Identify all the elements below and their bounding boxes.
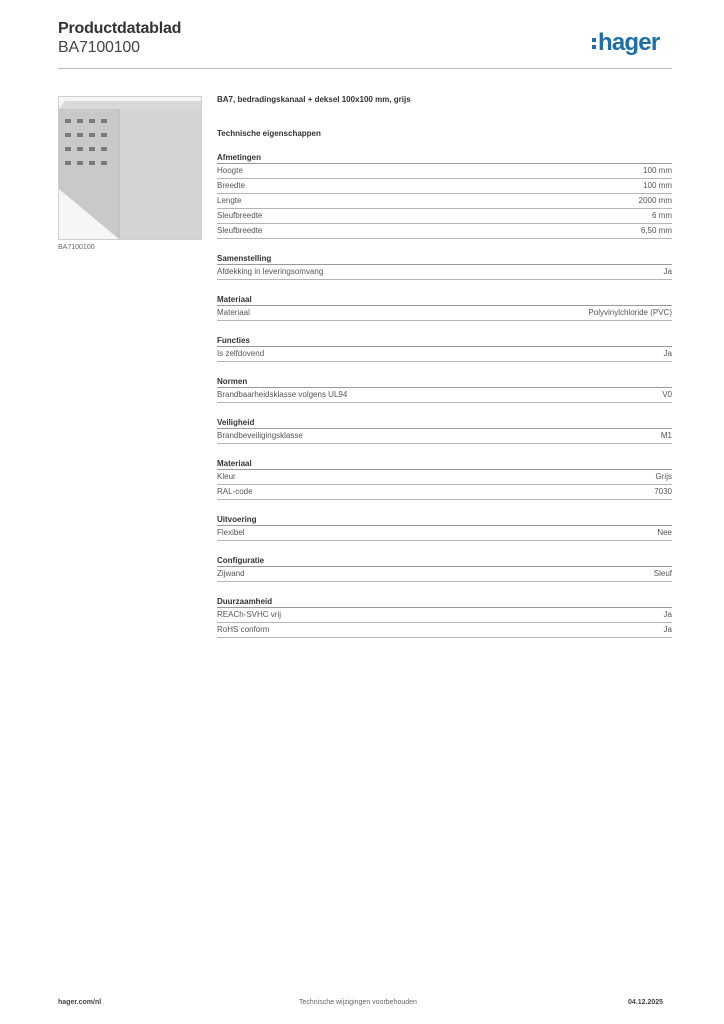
spec-value: Ja [663,610,672,619]
spec-row [217,224,672,239]
spec-value: 6,50 mm [640,226,672,235]
spec-row [217,608,672,623]
spec-sheet [217,95,672,652]
spec-key: Sleufbreedte [217,226,263,235]
spec-value: Ja [663,625,672,634]
spec-row [217,485,672,500]
spec-section [217,555,672,582]
section-title: Uitvoering [217,514,672,526]
spec-value: 100 mm [643,166,672,175]
spec-value: Grijs [655,472,672,481]
spec-section [217,152,672,239]
spec-key: Sleufbreedte [217,211,263,220]
spec-row [217,526,672,541]
spec-value: Sleuf [653,569,672,578]
cable-duct-image [59,97,201,239]
spec-key: Kleur [217,472,236,481]
spec-row [217,623,672,638]
spec-row [217,347,672,362]
spec-value: 7030 [654,487,672,496]
spec-key: Is zelfdovend [217,349,265,358]
footer-website: hager.com/nl [58,999,102,1006]
product-image [58,96,202,240]
section-title: Afmetingen [217,152,672,164]
section-title: Samenstelling [217,253,672,265]
section-title: Veiligheid [217,417,672,429]
spec-key: RAL-code [217,487,253,496]
footer-disclaimer: Technische wijzigingen voorbehouden [299,999,417,1006]
spec-row [217,265,672,280]
spec-key: Flexibel [217,528,245,537]
spec-value: Nee [657,528,672,537]
spec-section [217,514,672,541]
logo-text: hager [598,29,660,56]
spec-section [217,458,672,500]
spec-key: REACh-SVHC vrij [217,610,282,619]
section-title: Functies [217,335,672,347]
spec-sections [217,152,672,638]
tech-heading: Technische eigenschappen [217,129,321,138]
product-code: BA7100100 [58,39,140,56]
spec-section [217,253,672,280]
page-title: Productdatablad [58,20,182,37]
spec-value: 6 mm [652,211,672,220]
spec-row [217,194,672,209]
spec-value: V0 [662,390,672,399]
spec-value: Ja [663,349,672,358]
header-divider [58,68,672,69]
spec-key: Afdekking in leveringsomvang [217,267,324,276]
spec-row [217,209,672,224]
section-title: Configuratie [217,555,672,567]
spec-value: Polyvinylchloride (PVC) [588,308,672,317]
spec-key: Zijwand [217,569,245,578]
spec-key: Breedte [217,181,246,190]
section-title: Duurzaamheid [217,596,672,608]
section-title: Materiaal [217,294,672,306]
spec-row [217,567,672,582]
hager-logo [592,29,659,57]
spec-key: Brandbeveiligingsklasse [217,431,303,440]
spec-section [217,376,672,403]
logo-dots-icon [592,38,596,49]
spec-value: Ja [663,267,672,276]
spec-section [217,294,672,321]
spec-row [217,164,672,179]
spec-value: 2000 mm [638,196,672,205]
spec-row [217,388,672,403]
spec-row [217,179,672,194]
spec-row [217,306,672,321]
spec-row [217,429,672,444]
section-title: Normen [217,376,672,388]
product-description: BA7, bedradingskanaal + deksel 100x100 mm, grijs [217,95,411,104]
spec-value: 100 mm [643,181,672,190]
spec-key: Brandbaarheidsklasse volgens UL94 [217,390,348,399]
spec-row [217,470,672,485]
spec-section [217,417,672,444]
spec-key: Materiaal [217,308,250,317]
spec-key: RoHS conform [217,625,270,634]
section-title: Materiaal [217,458,672,470]
spec-key: Lengte [217,196,242,205]
footer-date: 04.12.2025 [628,999,664,1006]
spec-key: Hoogte [217,166,243,175]
spec-section [217,335,672,362]
spec-section [217,596,672,638]
image-caption: BA7100100 [58,244,95,251]
spec-value: M1 [660,431,672,440]
